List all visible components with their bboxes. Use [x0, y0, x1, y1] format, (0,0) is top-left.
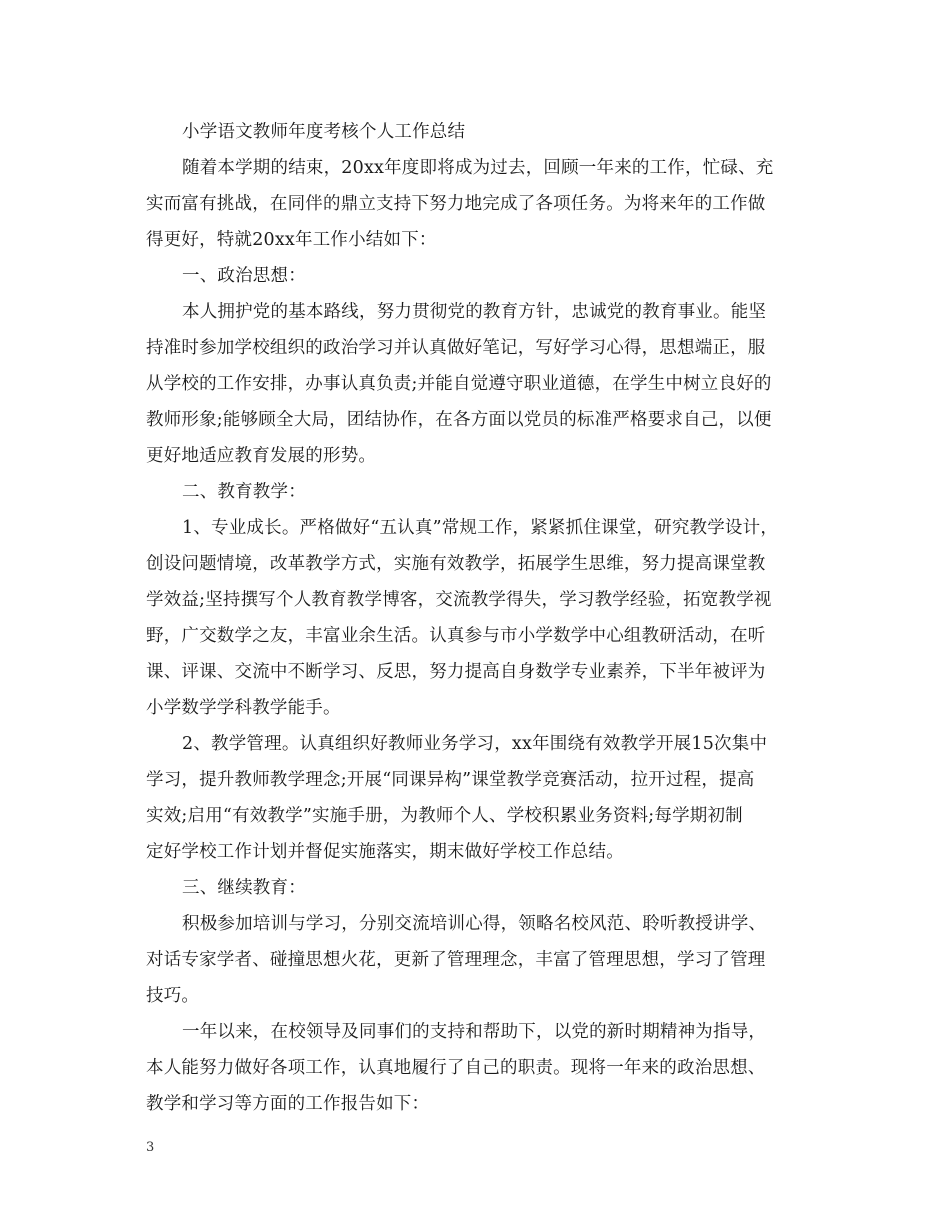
paragraph-line: 本人拥护党的基本路线，努力贯彻党的教育方针，忠诚党的教育事业。能坚 — [182, 302, 767, 322]
paragraph-line: 积极参加培训与学习，分别交流培训心得，领略名校风范、聆听教授讲学、 — [182, 914, 767, 934]
paragraph-line: 随着本学期的结束，20xx年度即将成为过去，回顾一年来的工作，忙碌、充 — [182, 158, 774, 178]
paragraph-line: 2、教学管理。认真组织好教师业务学习，xx年围绕有效教学开展15次集中 — [182, 734, 768, 754]
paragraph-line: 从学校的工作安排，办事认真负责;并能自觉遵守职业道德，在学生中树立良好的 — [146, 374, 772, 394]
paragraph-line: 野，广交数学之友，丰富业余生活。认真参与市小学数学中心组教研活动，在听 — [146, 626, 766, 646]
paragraph-line: 1、专业成长。严格做好“五认真”常规工作，紧紧抓住课堂，研究教学设计， — [182, 518, 779, 538]
paragraph-line: 创设问题情境，改革教学方式，实施有效教学，拓展学生思维，努力提高课堂教 — [146, 554, 766, 574]
paragraph-line: 对话专家学者、碰撞思想火花，更新了管理理念，丰富了管理思想，学习了管理 — [146, 950, 766, 970]
paragraph-line: 技巧。 — [146, 986, 200, 1006]
paragraph-line: 教学和学习等方面的工作报告如下： — [146, 1094, 430, 1114]
paragraph-line: 教师形象;能够顾全大局，团结协作，在各方面以党员的标准严格要求自己，以便 — [146, 410, 772, 430]
paragraph-line: 学效益;坚持撰写个人教育教学博客，交流教学得失，学习教学经验，拓宽教学视 — [146, 590, 772, 610]
paragraph-line: 得更好，特就20xx年工作小结如下： — [146, 230, 437, 250]
section-heading: 三、继续教育： — [182, 878, 306, 898]
page-number: 3 — [146, 1140, 155, 1155]
paragraph-line: 学习，提升教师教学理念;开展“同课异构”课堂教学竞赛活动，拉开过程，提高 — [146, 770, 755, 790]
paragraph-line: 持准时参加学校组织的政治学习并认真做好笔记，写好学习心得，思想端正，服 — [146, 338, 766, 358]
section-heading: 二、教育教学： — [182, 482, 306, 502]
paragraph-line: 实效;启用“有效教学”实施手册，为教师个人、学校积累业务资料;每学期初制 — [146, 806, 743, 826]
document-title: 小学语文教师年度考核个人工作总结 — [182, 122, 466, 142]
paragraph-line: 本人能努力做好各项工作，认真地履行了自己的职责。现将一年来的政治思想、 — [146, 1058, 766, 1078]
paragraph-line: 一年以来，在校领导及同事们的支持和帮助下，以党的新时期精神为指导， — [182, 1022, 767, 1042]
paragraph-line: 更好地适应教育发展的形势。 — [146, 446, 377, 466]
section-heading: 一、政治思想： — [182, 266, 306, 286]
paragraph-line: 小学数学学科教学能手。 — [146, 698, 341, 718]
paragraph-line: 实而富有挑战，在同伴的鼎立支持下努力地完成了各项任务。为将来年的工作做 — [146, 194, 766, 214]
paragraph-line: 课、评课、交流中不断学习、反思，努力提高自身数学专业素养，下半年被评为 — [146, 662, 766, 682]
paragraph-line: 定好学校工作计划并督促实施落实，期末做好学校工作总结。 — [146, 842, 624, 862]
